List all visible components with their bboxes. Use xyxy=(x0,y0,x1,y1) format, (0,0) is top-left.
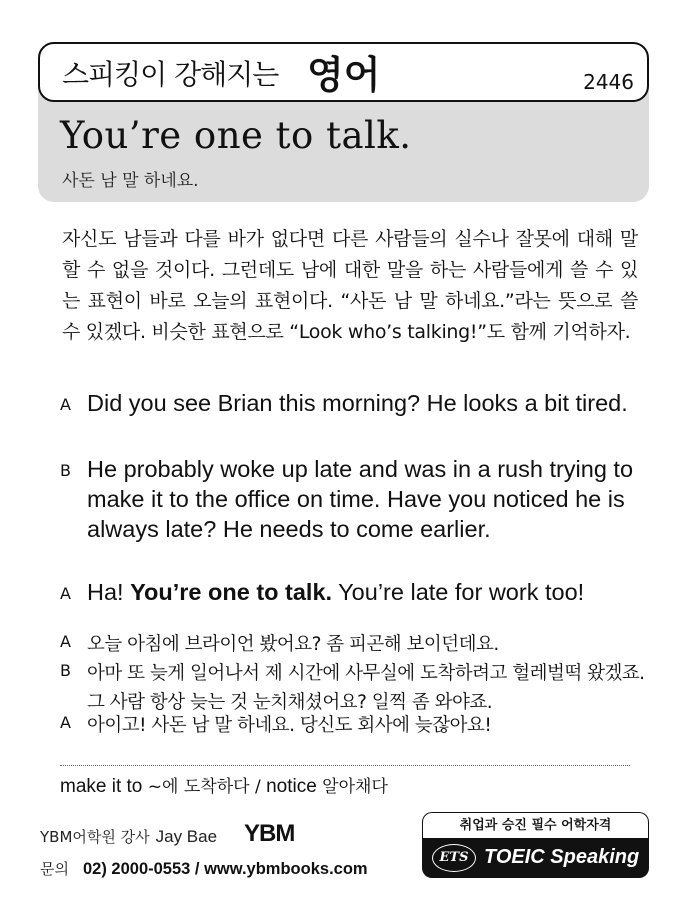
speaker-label: B xyxy=(60,461,71,480)
contact-label: 문의 xyxy=(40,860,69,878)
dialogue-line xyxy=(60,454,650,544)
series-title-emphasis: 영어 xyxy=(307,53,381,97)
dialogue-text: Did you see Brian this morning? He looks a bit tired. xyxy=(87,390,628,416)
key-expression: You’re one to talk. xyxy=(130,579,333,605)
series-title: 스피킹이 강해지는 xyxy=(62,58,279,91)
dialogue-text xyxy=(87,577,650,607)
translation-text: 아이고! 사돈 남 말 하네요. 당신도 회사에 늦잖아요! xyxy=(87,715,492,736)
translation-text: 오늘 아침에 브라이언 봤어요? 좀 피곤해 보이던데요. xyxy=(87,634,499,655)
dialogue-text: He probably woke up late and was in a rush trying to make it to the office on time. Have you noticed he is always late? He needs to come earlier. xyxy=(87,456,634,542)
speaker-label: A xyxy=(60,632,71,651)
translation-line xyxy=(60,711,650,740)
speaker-label: A xyxy=(60,395,71,414)
translation-text: 아마 또 늦게 일어나서 제 시간에 사무실에 도착하려고 헐레벌떡 왔겠죠. 그 사람 항상 늦는 것 눈치채셨어요? 일찍 좀 와야죠. xyxy=(87,663,645,713)
vocab-term: notice xyxy=(266,776,317,797)
teacher-credit xyxy=(40,826,217,847)
expression-title: You’re one to talk. xyxy=(60,114,412,157)
vocabulary-note xyxy=(60,772,388,798)
episode-number: 2446 xyxy=(583,70,634,94)
expression-translation: 사돈 남 말 하네요. xyxy=(62,171,199,191)
contact-details: 02) 2000-0553 / www.ybmbooks.com xyxy=(82,860,368,878)
teacher-name: Jay Bae xyxy=(155,827,218,846)
speaker-label: A xyxy=(60,584,71,603)
badge-name: TOEIC Speaking xyxy=(484,846,640,868)
dialogue-text-post: You’re late for work too! xyxy=(332,579,585,605)
speaker-label: B xyxy=(60,661,71,680)
dialogue-line xyxy=(60,577,650,607)
teacher-label: YBM어학원 강사 xyxy=(40,828,150,846)
toeic-speaking-badge xyxy=(422,812,649,878)
badge-body xyxy=(422,838,649,878)
translation-line xyxy=(60,630,650,659)
speaker-label: A xyxy=(60,713,71,732)
vocab-definition: ~에 도착하다 / xyxy=(142,777,267,797)
explanation-text: 자신도 남들과 다를 바가 없다면 다른 사람들의 실수나 잘못에 대해 말할 수 없을 것이다. 그런데도 남에 대한 말을 하는 사람들에게 쓸 수 있는 표현이 바로 오늘의 표현이다. “사돈 남 말 하네요.”라는 뜻으로 쓸 수 있겠다. 비슷한 표현으로 “Look who’s talking!”도 함께 기억하자. xyxy=(62,228,638,343)
vocab-definition: 알아채다 xyxy=(316,777,388,797)
divider xyxy=(60,765,630,766)
dialogue-line xyxy=(60,388,650,418)
dialogue-text-pre: Ha! xyxy=(87,579,131,605)
contact-info xyxy=(40,858,368,879)
translation-line xyxy=(60,659,650,717)
ets-logo-icon: ETS xyxy=(432,844,476,872)
badge-caption: 취업과 승진 필수 어학자격 xyxy=(422,812,649,839)
vocab-term: make it to xyxy=(60,776,143,797)
publisher-logo: YBM xyxy=(244,820,295,847)
